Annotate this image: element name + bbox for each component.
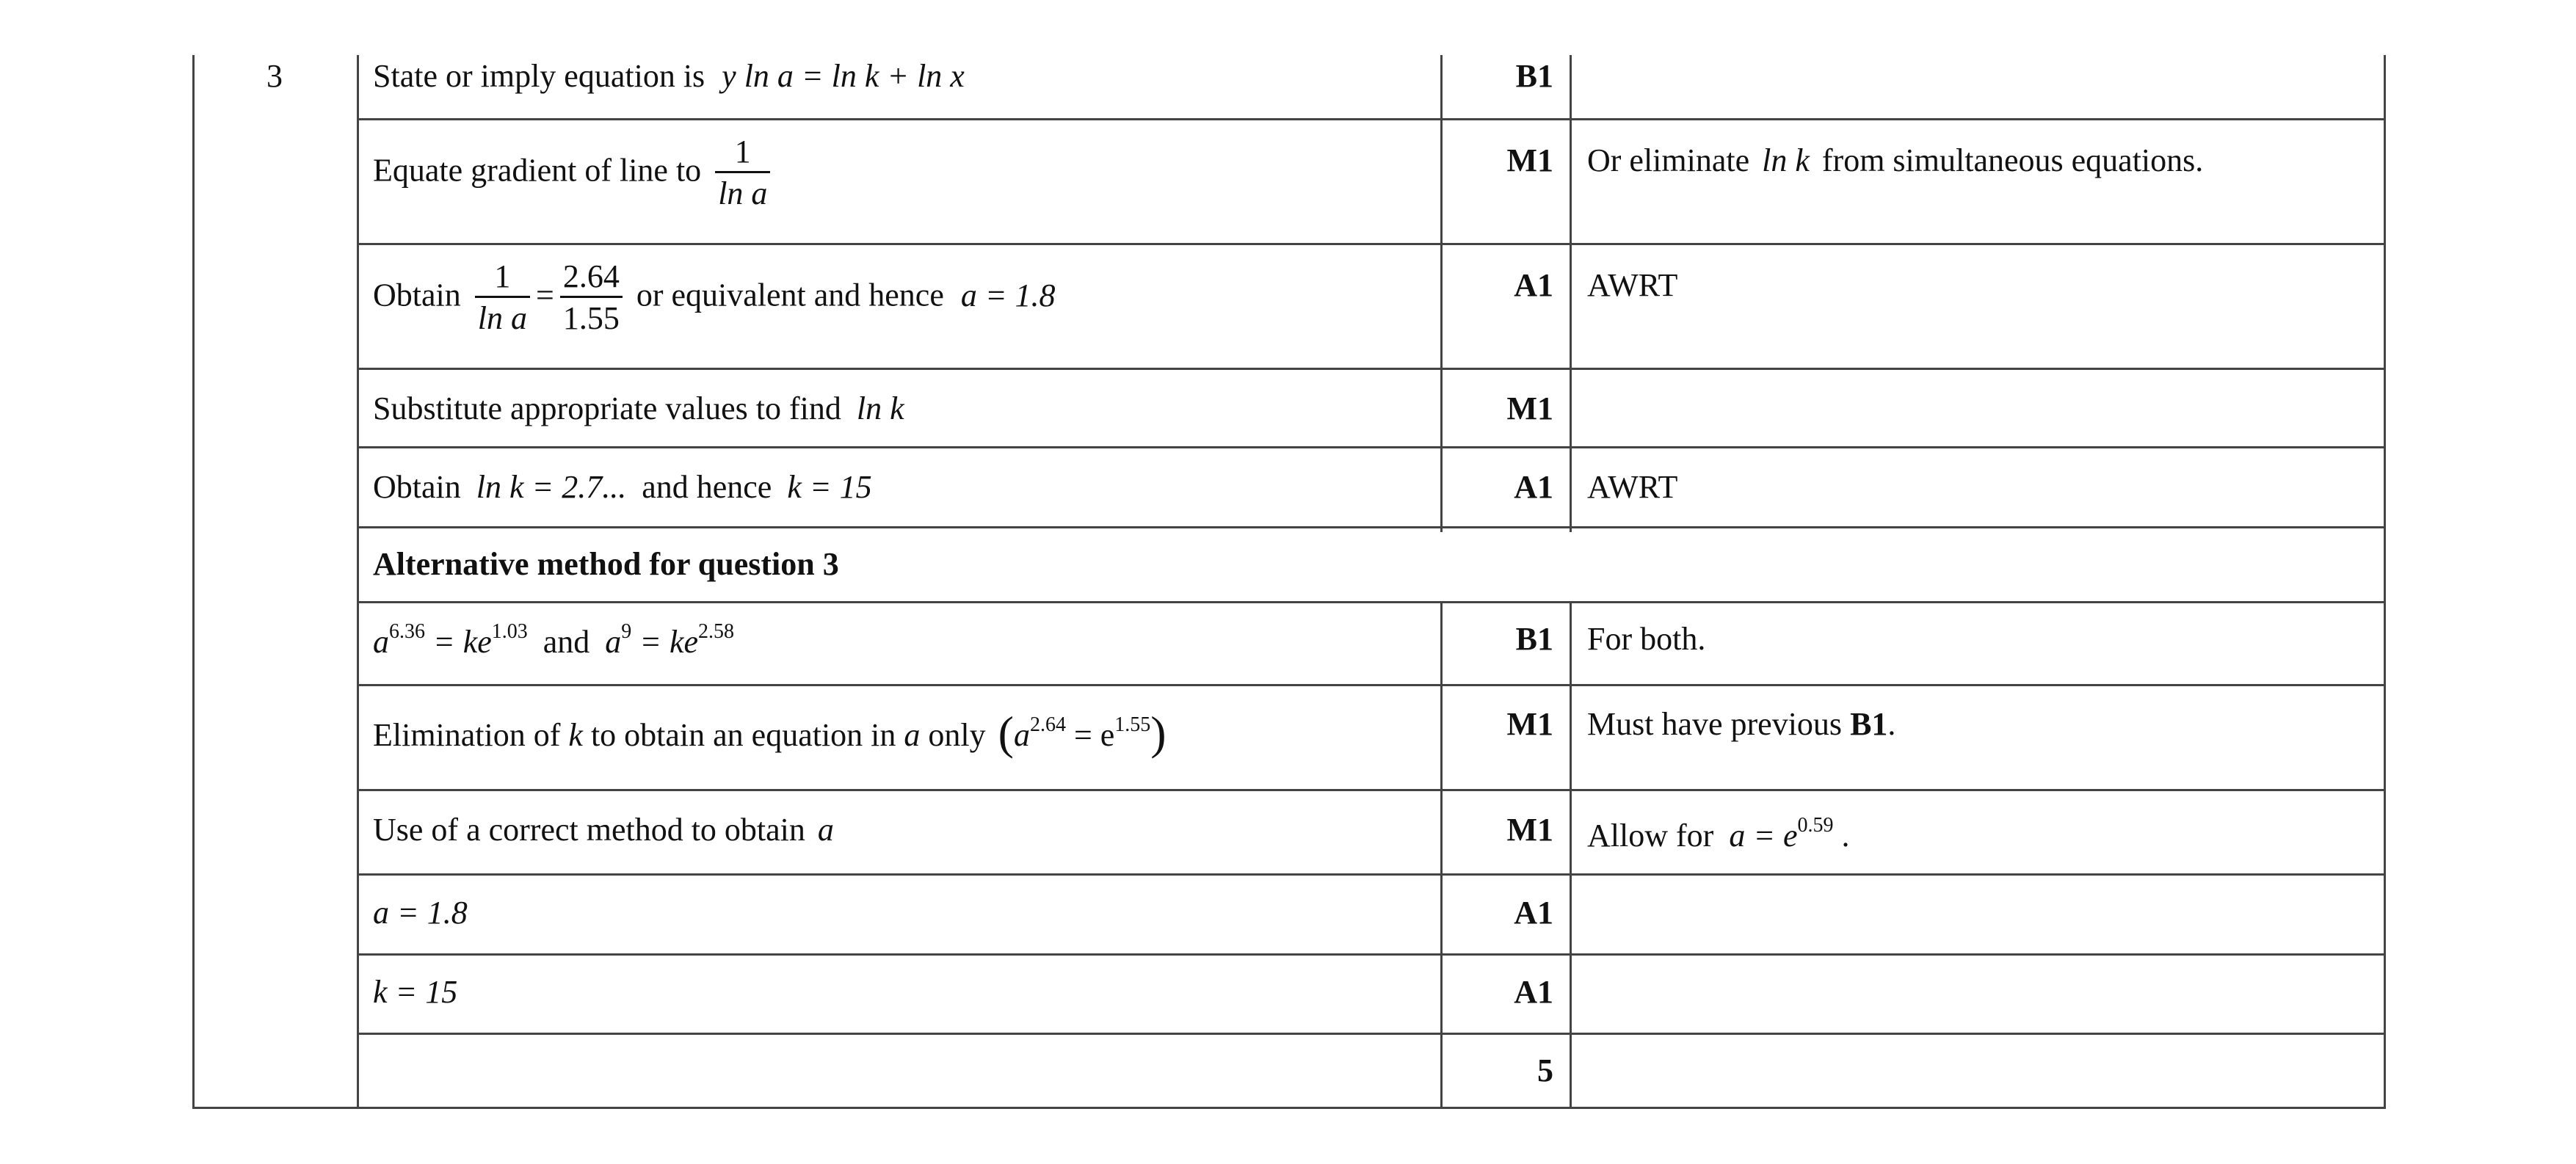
row-divider <box>357 446 2386 448</box>
alt-mark-row-4: A1 <box>1514 895 1553 931</box>
mark-row-5: A1 <box>1514 469 1553 505</box>
fraction-right: $\frac{2.64}{1.55}$ <box>560 258 623 339</box>
row-divider <box>357 953 2386 956</box>
answer-text: Equate gradient of line to <box>373 152 702 189</box>
row-divider <box>357 526 2386 528</box>
answer-row-1 <box>373 57 965 95</box>
row-divider <box>357 789 2386 791</box>
row-divider <box>357 368 2386 370</box>
alternative-method-heading: Alternative method for question 3 <box>373 546 839 582</box>
mark-row-1: B1 <box>1515 58 1553 94</box>
guidance-row-5: AWRT <box>1587 469 1678 505</box>
alt-mark-row-3: M1 <box>1506 812 1553 848</box>
row-divider <box>357 243 2386 245</box>
total-marks: 5 <box>1537 1052 1553 1088</box>
table-border-bottom <box>192 1107 2386 1109</box>
table-divider-question <box>357 55 359 1109</box>
row-divider <box>357 873 2386 876</box>
table-divider-mark <box>1440 55 1443 532</box>
answer-row-3: Obtain $\frac{1}{\text{ln a}}$ = $\frac{2.64}{1.55}$ or equivalent and hence a = 1.8 <box>373 258 1056 339</box>
row-divider <box>357 1033 2386 1035</box>
alt-answer-row-5: k = 15 <box>373 974 458 1010</box>
fraction <box>715 133 770 214</box>
answer-text: State or imply equation is <box>373 58 705 94</box>
alt-guidance-row-1: For both. <box>1587 621 1706 657</box>
row-divider <box>357 118 2386 120</box>
table-divider-guidance <box>1570 55 1572 532</box>
table-border-left <box>192 55 195 1109</box>
question-number: 3 <box>266 58 283 94</box>
alt-answer-row-2: Elimination of k to obtain an equation in a only $(a^{2.64} = e^{1.55})$ <box>373 707 1167 759</box>
answer-text: Obtain <box>373 277 461 313</box>
answer-row-5: Obtain ln k = 2.7... and hence k = 15 <box>373 469 872 505</box>
fraction-numerator: 1 <box>734 134 751 170</box>
fraction-left: $\frac{1}{\text{ln a}}$ <box>475 258 530 339</box>
answer-row-2 <box>373 133 776 214</box>
row-divider <box>357 601 2386 603</box>
mark-scheme-table <box>192 55 2386 1109</box>
mark-row-3: A1 <box>1514 267 1553 303</box>
guidance-row-3: AWRT <box>1587 267 1678 303</box>
alt-answer-row-3: Use of a correct method to obtain a <box>373 812 834 848</box>
guidance-row-2: Or eliminate ln k from simultaneous equations. <box>1587 142 2204 178</box>
alt-guidance-row-3: Allow for $a = e^{0.59}$ . <box>1587 814 1850 854</box>
alt-answer-row-4: a = 1.8 <box>373 895 468 931</box>
mark-row-2: M1 <box>1506 142 1553 178</box>
alt-guidance-row-2: Must have previous B1. <box>1587 706 1896 742</box>
alt-mark-row-2: M1 <box>1506 706 1553 742</box>
mark-row-4: M1 <box>1506 390 1553 426</box>
equation: y ln a = ln k + ln x <box>722 58 965 94</box>
fraction-denominator: ln a <box>715 171 770 214</box>
alt-mark-row-5: A1 <box>1514 974 1553 1010</box>
table-border-right <box>2384 55 2386 1109</box>
answer-row-4: Substitute appropriate values to find ln k <box>373 390 904 426</box>
alt-answer-row-1: $a^{6.36} = ke^{1.03}$ and $a^9 = ke^{2.58}$ <box>373 620 735 660</box>
row-divider <box>357 684 2386 686</box>
alt-mark-row-1: B1 <box>1515 621 1553 657</box>
